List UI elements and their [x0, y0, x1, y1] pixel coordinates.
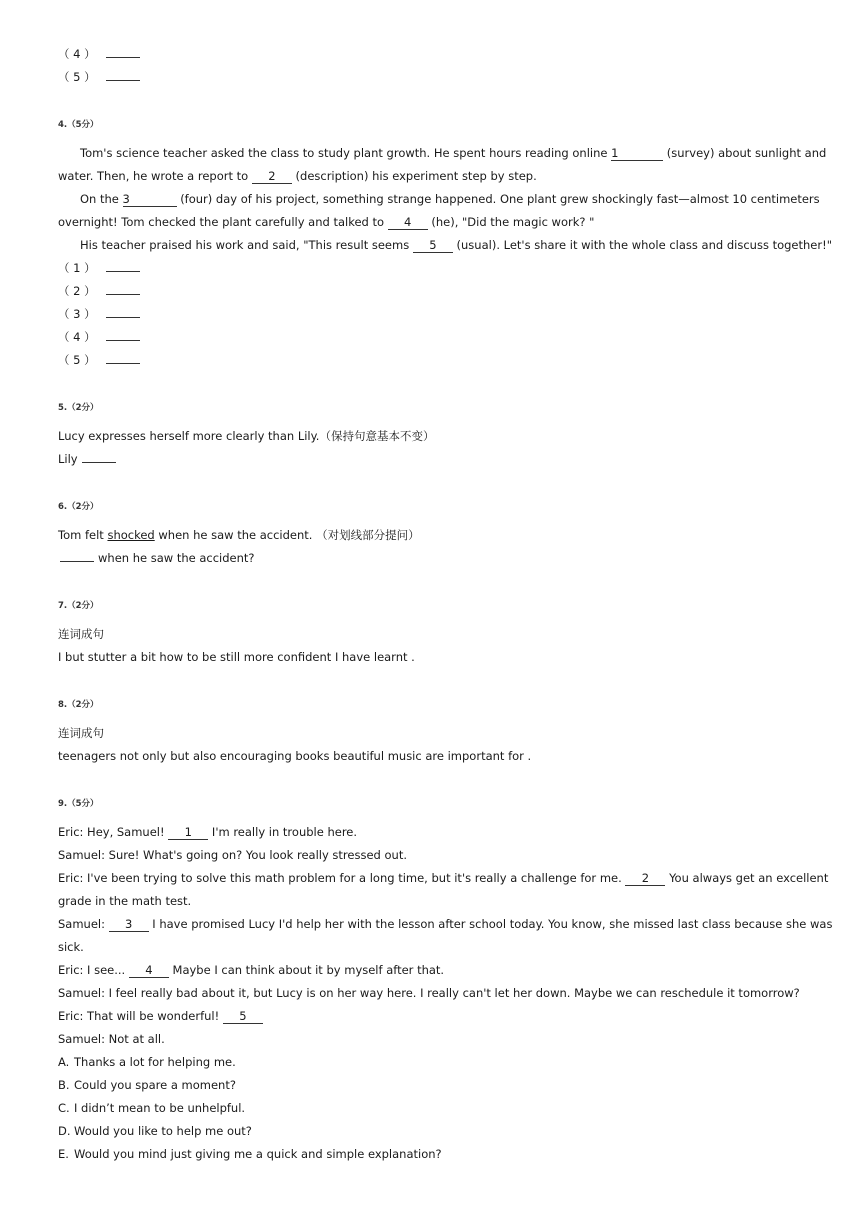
answer-blank[interactable] — [82, 452, 116, 463]
q4-answer-1: （ 1 ） — [58, 260, 140, 276]
question-9-header: 9.（5分） — [58, 799, 99, 809]
option-d[interactable]: D. Would you like to help me out? — [58, 1124, 252, 1138]
q4-answer-2: （ 2 ） — [58, 283, 140, 299]
answer-label: （ 4 ） — [58, 47, 96, 61]
question-5-header: 5.（2分） — [58, 403, 99, 413]
dialogue-line-6: sick. — [58, 940, 84, 954]
q4-answer-4: （ 4 ） — [58, 329, 140, 345]
q4-passage-line-3: On the 3 (four) day of his project, something strange happened. One plant grew shockingly fast—almost 10 centimeters — [80, 192, 820, 206]
blank-3[interactable]: 3 — [109, 918, 149, 932]
answer-blank[interactable] — [106, 47, 140, 58]
dialogue-line-9: Eric: That will be wonderful! 5 — [58, 1008, 263, 1024]
dialogue-line-5: Samuel: 3 I have promised Lucy I'd help her with the lesson after school today. You know, she missed last class because she was — [58, 917, 833, 931]
option-e[interactable]: E. Would you mind just giving me a quick and simple explanation? — [58, 1147, 442, 1161]
question-4-header: 4.（5分） — [58, 120, 99, 130]
q6-answer-line: when he saw the accident? — [58, 550, 255, 566]
answer-blank[interactable] — [60, 551, 94, 562]
dialogue-line-2: Samuel: Sure! What's going on? You look really stressed out. — [58, 848, 407, 862]
question-8-header: 8.（2分） — [58, 700, 99, 710]
answer-blank[interactable] — [106, 70, 140, 81]
q8-instruction: 连词成句 — [58, 726, 104, 740]
blank-3[interactable]: 3 — [123, 193, 177, 207]
blank-4[interactable]: 4 — [129, 964, 169, 978]
q4-passage-line-2: water. Then, he wrote a report to 2 (description) his experiment step by step. — [58, 169, 537, 183]
dialogue-line-8: Samuel: I feel really bad about it, but Lucy is on her way here. I really can't let her down. Maybe we can reschedule it tomorrow? — [58, 986, 800, 1000]
q5-sentence: Lucy expresses herself more clearly than Lily.（保持句意基本不变） — [58, 429, 435, 443]
dialogue-line-1: Eric: Hey, Samuel! 1 I'm really in trouble here. — [58, 825, 358, 839]
blank-5[interactable]: 5 — [223, 1010, 263, 1024]
q4-passage-line-4: overnight! Tom checked the plant carefully and talked to 4 (he), "Did the magic work? " — [58, 215, 595, 229]
blank-1[interactable]: 1 — [611, 147, 663, 161]
q6-sentence: Tom felt shocked when he saw the accident. （对划线部分提问） — [58, 528, 420, 542]
answer-blank[interactable] — [106, 330, 140, 341]
blank-5[interactable]: 5 — [413, 239, 453, 253]
q8-words: teenagers not only but also encouraging books beautiful music are important for . — [58, 749, 532, 763]
dialogue-line-4: grade in the math test. — [58, 894, 192, 908]
answer-blank[interactable] — [106, 353, 140, 364]
q5-answer-line: Lily — [58, 451, 116, 467]
question-6-header: 6.（2分） — [58, 502, 99, 512]
blank-2[interactable]: 2 — [252, 170, 292, 184]
answer-line-5 — [58, 69, 140, 85]
q4-answer-5: （ 5 ） — [58, 352, 140, 368]
answer-blank[interactable] — [106, 307, 140, 318]
answer-blank[interactable] — [106, 261, 140, 272]
option-c[interactable]: C. I didn’t mean to be unhelpful. — [58, 1101, 246, 1115]
answer-label: （ 5 ） — [58, 70, 96, 84]
option-a[interactable]: A. Thanks a lot for helping me. — [58, 1055, 236, 1069]
question-7-header: 7.（2分） — [58, 601, 99, 611]
dialogue-line-3: Eric: I've been trying to solve this math problem for a long time, but it's really a challenge for me. 2 You always get an excellent — [58, 871, 829, 885]
dialogue-line-7: Eric: I see... 4 Maybe I can think about it by myself after that. — [58, 963, 445, 977]
blank-4[interactable]: 4 — [388, 216, 428, 230]
option-b[interactable]: B. Could you spare a moment? — [58, 1078, 236, 1092]
blank-1[interactable]: 1 — [168, 826, 208, 840]
answer-line-4 — [58, 46, 140, 62]
q4-passage-line-5: His teacher praised his work and said, "This result seems 5 (usual). Let's share it with the whole class and discuss together!" — [80, 238, 833, 252]
q7-instruction: 连词成句 — [58, 627, 104, 641]
answer-blank[interactable] — [106, 284, 140, 295]
underlined-word: shocked — [107, 528, 155, 542]
q4-passage-line-1: Tom's science teacher asked the class to study plant growth. He spent hours reading online 1 (survey) about sunlight and — [80, 146, 827, 160]
blank-2[interactable]: 2 — [625, 872, 665, 886]
dialogue-line-10: Samuel: Not at all. — [58, 1032, 165, 1046]
q7-words: I but stutter a bit how to be still more confident I have learnt . — [58, 650, 415, 664]
q4-answer-3: （ 3 ） — [58, 306, 140, 322]
